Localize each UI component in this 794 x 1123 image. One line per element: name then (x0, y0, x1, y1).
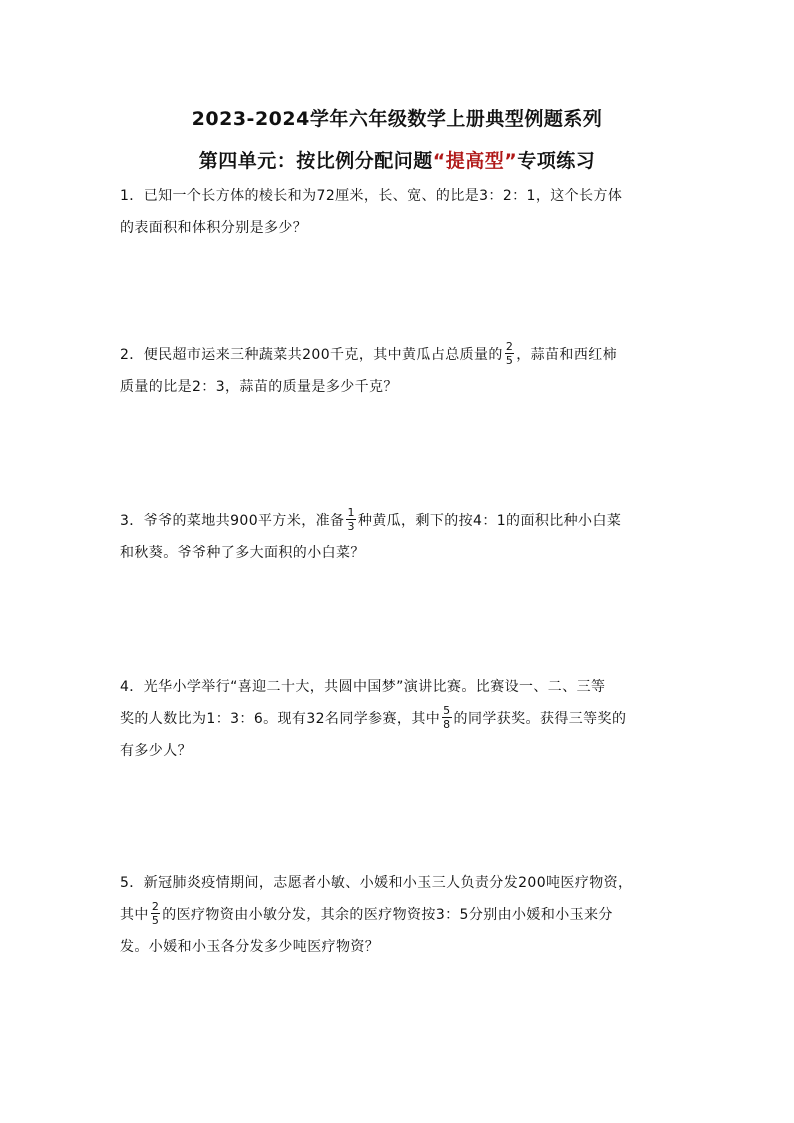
question-5-line-3: 发。小媛和小玉各分发多少吨医疗物资？ (120, 939, 380, 955)
question-4-line-1: 4．光华小学举行“喜迎二十大，共圆中国梦”演讲比赛。比赛设一、二、三等 (120, 679, 606, 695)
page-title (0, 104, 794, 131)
fraction-numerator: 5 (443, 703, 451, 717)
title-text: 2023-2024学年六年级数学上册典型例题系列 (191, 108, 603, 130)
question-4 (120, 671, 680, 767)
question-4-line-2 (120, 703, 680, 735)
fraction (505, 341, 514, 366)
question-2-line-2: 质量的比是2：3，蒜苗的质量是多少千克？ (120, 379, 398, 395)
question-3-line-2: 和秋葵。爷爷种了多大面积的小白菜？ (120, 545, 365, 561)
question-5 (120, 867, 680, 963)
fraction (346, 507, 355, 532)
question-2 (120, 339, 680, 403)
subtitle-pre: 第四单元：按比例分配问题 (198, 150, 433, 172)
question-3-text-b: 种黄瓜，剩下的按4：1的面积比种小白菜 (357, 513, 622, 529)
question-5-text-a: 其中 (120, 907, 149, 923)
question-2-line-1 (120, 339, 680, 371)
fraction-denominator: 3 (347, 519, 355, 533)
question-3 (120, 505, 680, 569)
question-4-text-a: 奖的人数比为1：3：6。现有32名同学参赛，其中 (120, 711, 441, 727)
question-5-line-1: 5．新冠肺炎疫情期间，志愿者小敏、小媛和小玉三人负责分发200吨医疗物资， (120, 875, 633, 891)
page-subtitle (0, 146, 794, 173)
question-1-line-2: 的表面积和体积分别是多少？ (120, 220, 308, 236)
fraction-numerator: 1 (347, 505, 355, 519)
question-1 (120, 180, 680, 244)
question-1-line-1: 1．已知一个长方体的棱长和为72厘米，长、宽、的比是3：2：1，这个长方体 (120, 188, 623, 204)
fraction (442, 705, 451, 730)
question-3-text-a: 3．爷爷的菜地共900平方米，准备 (120, 513, 345, 529)
fraction-denominator: 5 (151, 913, 160, 927)
question-5-line-2 (120, 899, 680, 931)
fraction-numerator: 2 (505, 339, 514, 353)
fraction-denominator: 5 (505, 353, 514, 367)
question-4-text-b: 的同学获奖。获得三等奖的 (453, 711, 627, 727)
question-4-line-3: 有多少人？ (120, 743, 192, 759)
subtitle-accent: “提高型” (432, 150, 518, 172)
fraction-denominator: 8 (443, 717, 451, 731)
question-2-text-b: ，蒜苗和西红柿 (516, 347, 618, 363)
question-5-text-b: 的医疗物资由小敏分发，其余的医疗物资按3：5分别由小媛和小玉来分 (162, 907, 613, 923)
question-3-line-1 (120, 505, 680, 537)
subtitle-post: 专项练习 (517, 150, 596, 172)
question-2-text-a: 2．便民超市运来三种蔬菜共200千克，其中黄瓜占总质量的 (120, 347, 503, 363)
fraction-numerator: 2 (151, 899, 160, 913)
fraction (151, 901, 160, 926)
